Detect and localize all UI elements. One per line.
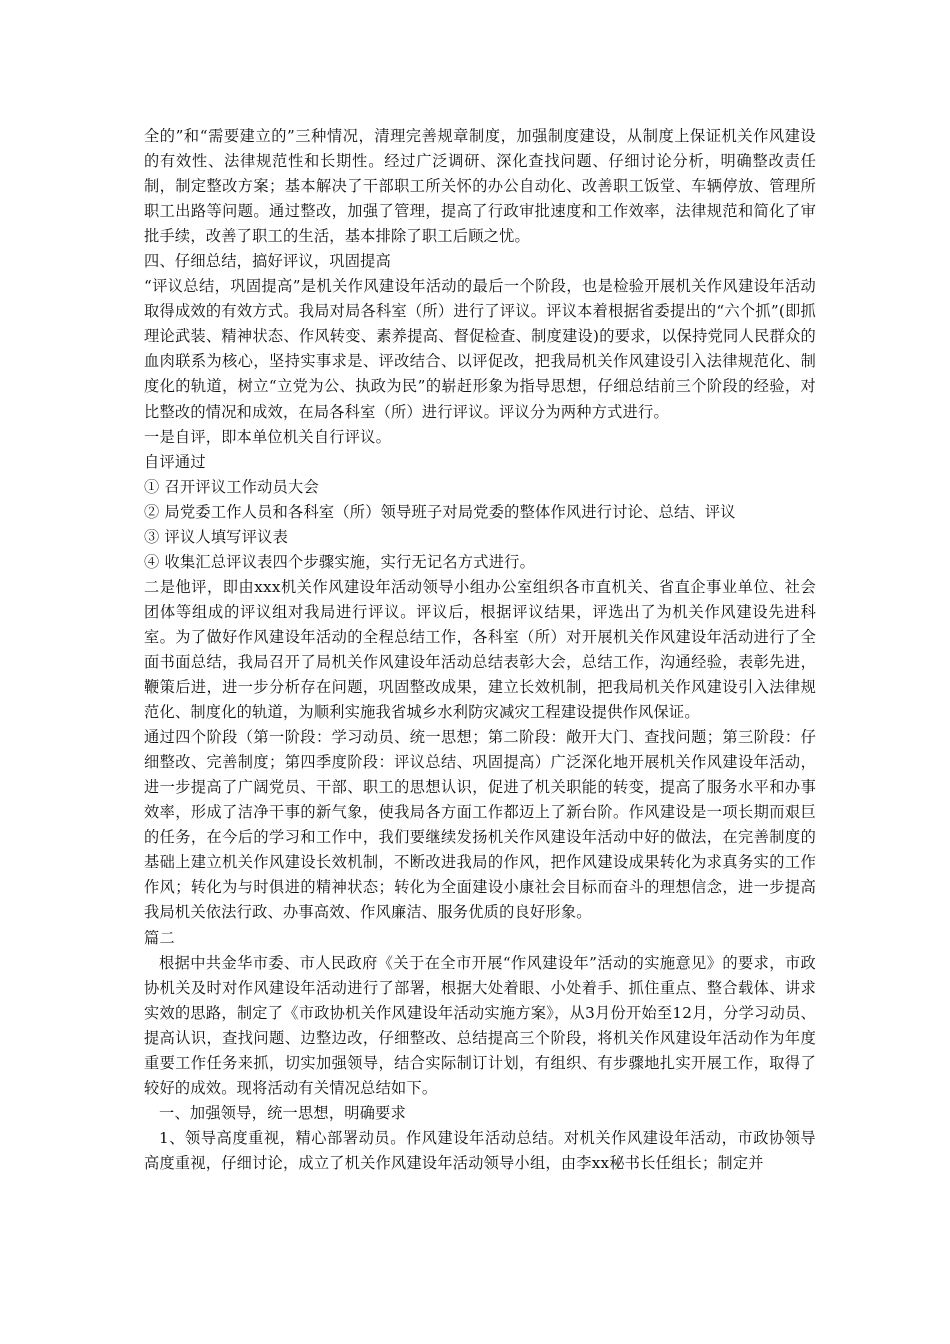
list-item-step-4: ④ 收集汇总评议表四个步骤实施，实行无记名方式进行。: [144, 552, 536, 571]
paragraph-rectification-summary: 全的”和“需要建立的”三种情况，清理完善规章制度，加强制度建设，从制度上保证机关作风建设的有效性、法律规范性和长期性。经过广泛调研、深化查找问题、仔细讨论分析，明确整改责任制，制定整改方案；基本解决了干部职工所关怀的办公自动化、改善职工饭堂、车辆停放、管理所职工出路等问题。通过整改，加强了管理，提高了行政审批速度和工作效率，法律规范和简化了审批手续，改善了职工的生活，基本排除了职工后顾之忧。: [144, 127, 816, 246]
paragraph-self-review-steps-intro: 自评通过: [144, 452, 206, 471]
paragraph-external-review: 二是他评，即由xxx机关作风建设年活动领导小组办公室组织各市直机关、省直企事业单位、社会团体等组成的评议组对我局进行评议。评议后，根据评议结果，评选出了为机关作风建设先进科室。为了做好作风建设年活动的全程总结工作，各科室（所）对开展机关作风建设年活动进行了全面书面总结，我局召开了局机关作风建设年活动总结表彰大会，总结工作，沟通经验，表彰先进，鞭策后进，进一步分析存在问题，巩固整改成果，建立长效机制，把我局机关作风建设引入法律规范化、制度化的轨道，为顺利实施我省城乡水利防灾减灾工程建设提供作风保证。: [144, 577, 816, 722]
paragraph-four-stages: 通过四个阶段（第一阶段：学习动员、统一思想；第二阶段：敞开大门、查找问题；第三阶段：仔细整改、完善制度；第四季度阶段：评议总结、巩固提高）广泛深化地开展机关作风建设年活动，进一步提高了广阔党员、干部、职工的思想认识，促进了机关职能的转变，提高了服务水平和办事效率，形成了洁净干事的新气象，使我局各方面工作都迈上了新台阶。作风建设是一项长期而艰巨的任务，在今后的学习和工作中，我们要继续发扬机关作风建设年活动中好的做法，在完善制度的基础上建立机关作风建设长效机制，不断改进我局的作风，把作风建设成果转化为求真务实的工作作风；转化为与时俱进的精神状态；转化为全面建设小康社会目标而奋斗的理想信念，进一步提高我局机关依法行政、办事高效、作风廉洁、服务优质的良好形象。: [144, 728, 816, 922]
section-heading-four: 四、仔细总结，搞好评议，巩固提高: [144, 252, 391, 271]
paragraph-leadership: 1、领导高度重视，精心部署动员。作风建设年活动总结。对机关作风建设年活动，市政协领导高度重视，仔细讨论，成立了机关作风建设年活动领导小组，由李xx秘书长任组长；制定并: [144, 1128, 816, 1172]
list-item-step-1: ① 召开评议工作动员大会: [144, 477, 319, 496]
list-item-step-3: ③ 评议人填写评议表: [144, 527, 289, 546]
section-heading-one: 一、加强领导，统一思想，明确要求: [159, 1103, 406, 1122]
list-item-step-2: ② 局党委工作人员和各科室（所）领导班子对局党委的整体作风进行讨论、总结、评议: [144, 502, 736, 521]
paragraph-review-summary: “评议总结，巩固提高”是机关作风建设年活动的最后一个阶段，也是检验开展机关作风建设年活动取得成效的有效方式。我局对局各科室（所）进行了评议。评议本着根据省委提出的“六个抓”(即抓理论武装、精神状态、作风转变、素养提高、督促检查、制度建设)的要求，以保持党同人民群众的血肉联系为核心，坚持实事求是、评改结合、以评促改，把我局机关作风建设引入法律规范化、制度化的轨道，树立“立党为公、执政为民”的崭赶形象为指导思想，仔细总结前三个阶段的经验，对比整改的情况和成效，在局各科室（所）进行评议。评议分为两种方式进行。: [144, 277, 816, 421]
paragraph-self-review: 一是自评，即本单位机关自行评议。: [144, 427, 391, 446]
section-heading-part-two: 篇二: [144, 928, 175, 947]
paragraph-part-two-intro: 根据中共金华市委、市人民政府《关于在全市开展“作风建设年”活动的实施意见》的要求，市政协机关及时对作风建设年活动进行了部署，根据大处着眼、小处着手、抓住重点、整合载体、讲求实效的思路，制定了《市政协机关作风建设年活动实施方案》，从3月份开始至12月，分学习动员、提高认识，查找问题、边整边改，仔细整改、总结提高三个阶段，将机关作风建设年活动作为年度重要工作任务来抓，切实加强领导，结合实际制订计划，有组织、有步骤地扎实开展工作，取得了较好的成效。现将活动有关情况总结如下。: [144, 953, 816, 1097]
document-page: [144, 124, 816, 1176]
